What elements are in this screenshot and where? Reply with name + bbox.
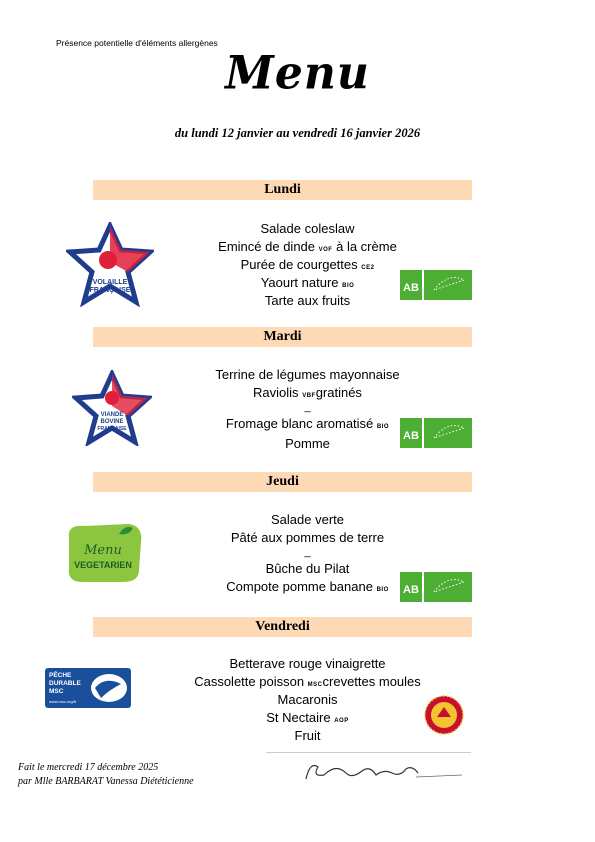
label-tag: BIO xyxy=(376,424,390,430)
dish-separator: _ xyxy=(304,401,311,413)
day-header-mardi: Mardi xyxy=(93,327,472,347)
badge-line: BOVINE xyxy=(100,419,124,425)
bio-ab-text: AB xyxy=(403,584,419,596)
msc-peche-durable-logo xyxy=(45,668,131,713)
badge-line: MSC xyxy=(49,688,64,695)
dish-item: Fromage blanc aromatisé BIO xyxy=(225,416,390,431)
badge-line: FRANÇAISE xyxy=(89,287,131,294)
label-tag: VOF xyxy=(318,247,333,253)
dish-item: Fruit xyxy=(294,728,321,743)
signature xyxy=(266,752,471,791)
date-range: du lundi 12 janvier au vendredi 16 janvier 2026 xyxy=(174,126,421,140)
bio-ab-text: AB xyxy=(403,282,419,294)
dish-item: Bûche du Pilat xyxy=(265,561,350,576)
page-title: Menu xyxy=(225,46,370,101)
dish-item: Pâté aux pommes de terre xyxy=(230,530,385,545)
badge-line: Menu xyxy=(84,543,122,558)
badge-line: PÊCHE xyxy=(49,672,72,679)
bio-logo xyxy=(400,418,472,453)
dish-item: Tarte aux fruits xyxy=(264,293,351,308)
dish-item: Salade verte xyxy=(271,512,344,527)
dish-item: Cassolette poisson MSCcrevettes moules xyxy=(194,674,421,689)
dish-item: St Nectaire AOP xyxy=(266,710,349,725)
badge-line: VOLAILLE xyxy=(92,279,128,286)
day-header-lundi: Lundi xyxy=(93,180,472,200)
dish-item: Emincé de dinde VOF à la crème xyxy=(218,239,397,254)
label-tag: VBF xyxy=(302,393,316,399)
label-tag: CE2 xyxy=(361,265,375,271)
dish-separator: _ xyxy=(304,546,311,558)
dish-item: Macaronis xyxy=(277,692,338,707)
bio-ab-text: AB xyxy=(403,430,419,442)
label-tag: MSC xyxy=(307,682,323,688)
dish-item: Betterave rouge vinaigrette xyxy=(229,656,386,671)
badge-line: VIANDE xyxy=(100,412,124,418)
dish-item: Purée de courgettes CE2 xyxy=(240,257,375,272)
label-tag: BIO xyxy=(342,283,355,289)
label-tag: AOP xyxy=(334,718,349,724)
dish-item: Yaourt nature BIO xyxy=(260,275,355,290)
dish-item: Terrine de légumes mayonnaise xyxy=(215,367,400,382)
dish-item: Raviolis VBFgratinés xyxy=(253,385,362,400)
footer-date: Fait le mercredi 17 décembre 2025 xyxy=(18,762,159,773)
badge-line: FRANÇAISE xyxy=(97,426,127,432)
bio-logo xyxy=(400,572,472,607)
footer-author: par Mlle BARBARAT Vanessa Diététicienne xyxy=(18,776,194,787)
bio-logo xyxy=(400,270,472,305)
dish-item: Pomme xyxy=(285,436,330,451)
badge-line: DURABLE xyxy=(49,680,81,687)
dish-item: Salade coleslaw xyxy=(260,221,355,236)
badge-line: www.msc.org/fr xyxy=(49,699,77,704)
day-header-jeudi: Jeudi xyxy=(93,472,472,492)
dish-item: Compote pomme banane BIO xyxy=(226,579,389,594)
badge-line: VEGETARIEN xyxy=(74,560,132,570)
aop-logo xyxy=(424,695,464,740)
allergen-note: Présence potentielle d'éléments allergènes xyxy=(56,38,218,48)
label-tag: BIO xyxy=(376,587,389,593)
day-header-vendredi: Vendredi xyxy=(93,617,472,637)
